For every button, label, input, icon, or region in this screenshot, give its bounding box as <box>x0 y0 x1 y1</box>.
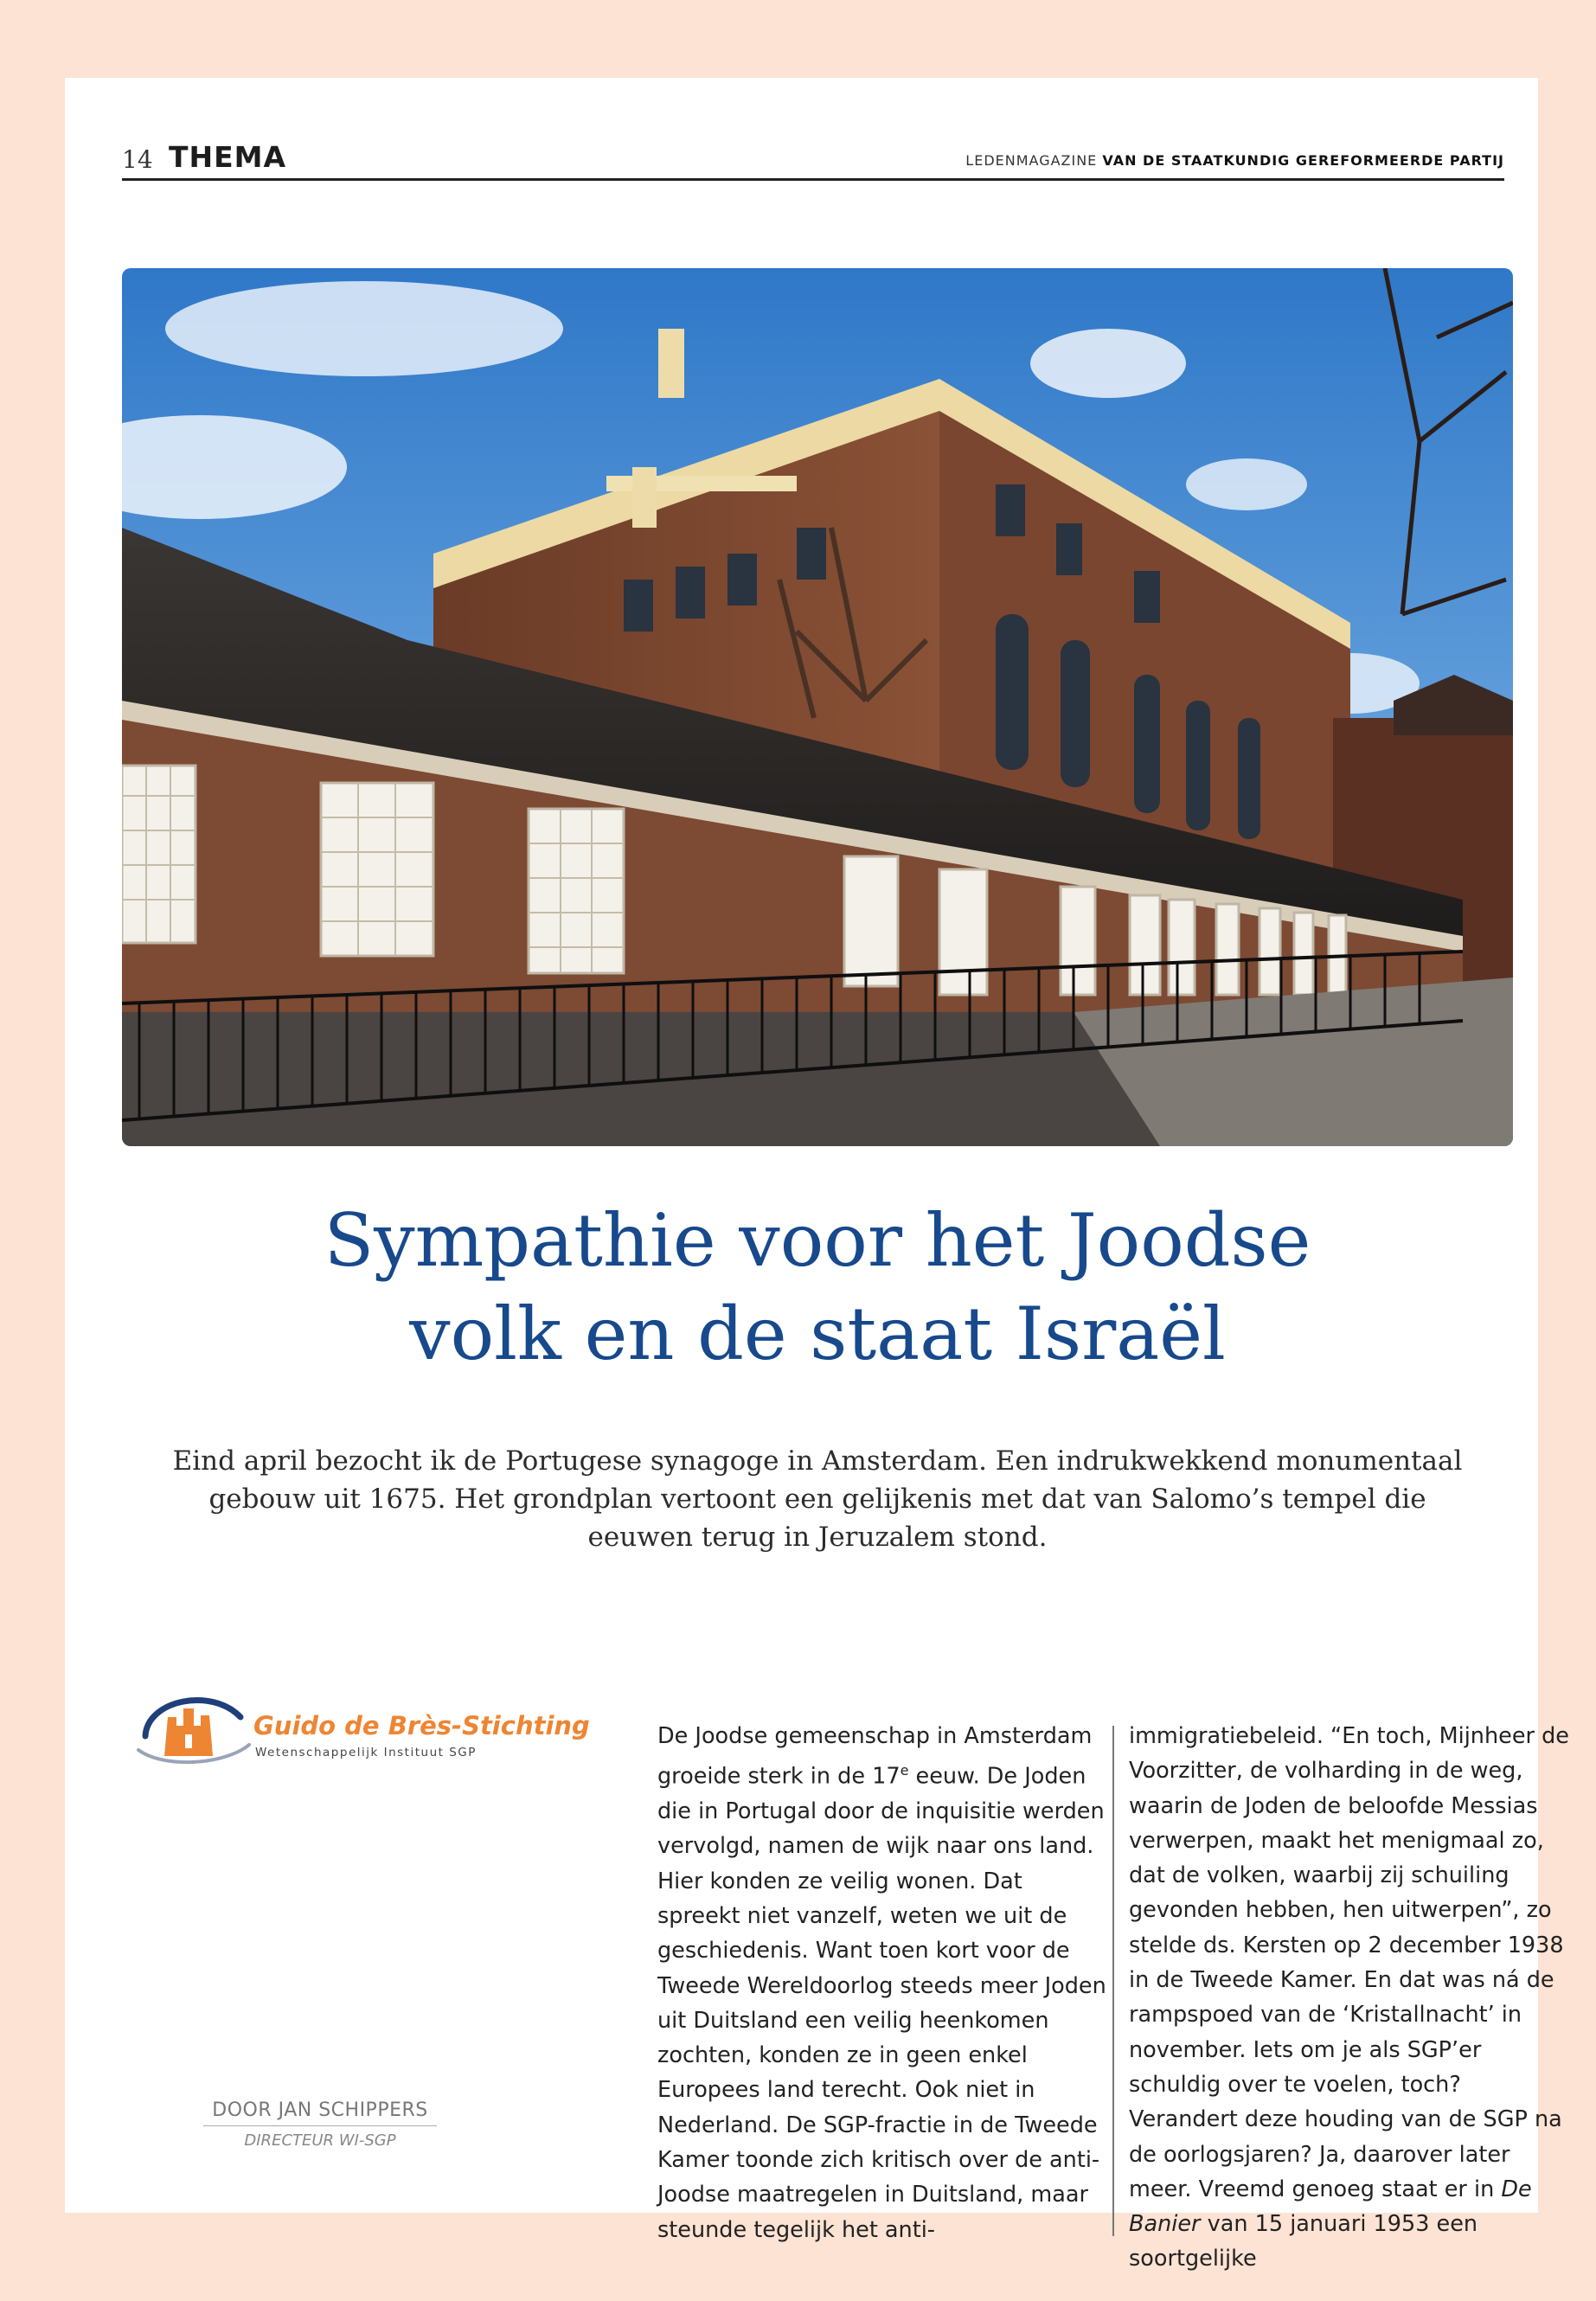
author-name: DOOR JAN SCHIPPERS <box>203 2099 437 2126</box>
col1-superscript: e <box>900 1762 909 1779</box>
page <box>65 78 1569 2272</box>
column-divider <box>1112 1726 1114 2236</box>
col2-text-b: Verandert deze houding van de SGP na de oorlogsjaren? Ja, daarover later meer. Vreemd genoeg staat er in <box>1129 2106 1562 2202</box>
col1-text-b: eeuw. De Joden die in Portugal door de inquisitie werden vervolgd, namen de wijk naar ons land. Hier konden ze veilig wonen. Dat spreekt niet vanzelf, weten we uit de geschiedenis. Want toen kort voor de Tweede Wereldoorlog steeds meer Joden uit Duitsland een veilig heenkomen zochten, konden ze in geen enkel Europees land terecht. Ook niet in Nederland. De SGP-fractie in de Tweede Kamer toonde zich kritisch over de anti-Joodse maatregelen in Duitsland, maar steunde tegelijk het anti- <box>657 1763 1106 2243</box>
article-title <box>122 1194 1513 1381</box>
synagogue-photo <box>122 268 1513 1146</box>
guido-de-bres-logo <box>130 1682 590 1778</box>
title-line-1: Sympathie voor het Joodse <box>324 1198 1311 1283</box>
logo-name: Guido de Brès-Stichting <box>253 1711 590 1740</box>
masthead <box>965 152 1504 169</box>
masthead-light: LEDENMAGAZINE <box>965 152 1098 169</box>
castle-logo-icon <box>130 1682 255 1778</box>
masthead-bold: VAN DE STAATKUNDIG GEREFORMEERDE PARTIJ <box>1102 152 1504 169</box>
col2-paragraph-1: immigratiebeleid. “En toch, Mijnheer de Voorzitter, de volharding in de weg, waarin de Joden de beloofde Messias verwerpen, maakt het menigmaal zo, dat de volken, waarbij zij schuiling gevonden hebben, hen uitwerpen”, zo stelde ds. Kersten op 2 december 1938 in de Tweede Kamer. En dat was ná de rampspoed van de ‘Kristallnacht’ in november. Iets om je als SGP’er schuldig over te voelen, toch? <box>1129 1723 1569 2098</box>
article-lead: Eind april bezocht ik de Portugese synagoge in Amsterdam. Een indrukwekkend monumentaal gebouw uit 1675. Het grondplan vertoont een gelijkenis met dat van Salomo’s tempel die eeuwen terug in Jeruzalem stond. <box>172 1445 1463 1553</box>
section-title: THEMA <box>169 140 287 174</box>
page-number: 14 <box>122 145 153 174</box>
body-column-1 <box>657 1719 1107 2247</box>
col1-text-a: De Joodse gemeenschap in Amsterdam groeide sterk in de 17 <box>657 1723 1093 1790</box>
col2-paragraph-2 <box>1129 2102 1579 2276</box>
title-line-2: volk en de staat Israël <box>409 1292 1226 1376</box>
page-header <box>122 140 1504 181</box>
col2-text-c: van 15 januari 1953 een soortgelijke <box>1129 2211 1478 2272</box>
body-column-2 <box>1129 1719 1579 2277</box>
author-role: DIRECTEUR WI-SGP <box>244 2131 396 2150</box>
col2-italic: De Banier <box>1129 2176 1532 2238</box>
logo-subtitle: Wetenschappelijk Instituut SGP <box>255 1746 477 1759</box>
byline <box>203 2099 437 2150</box>
